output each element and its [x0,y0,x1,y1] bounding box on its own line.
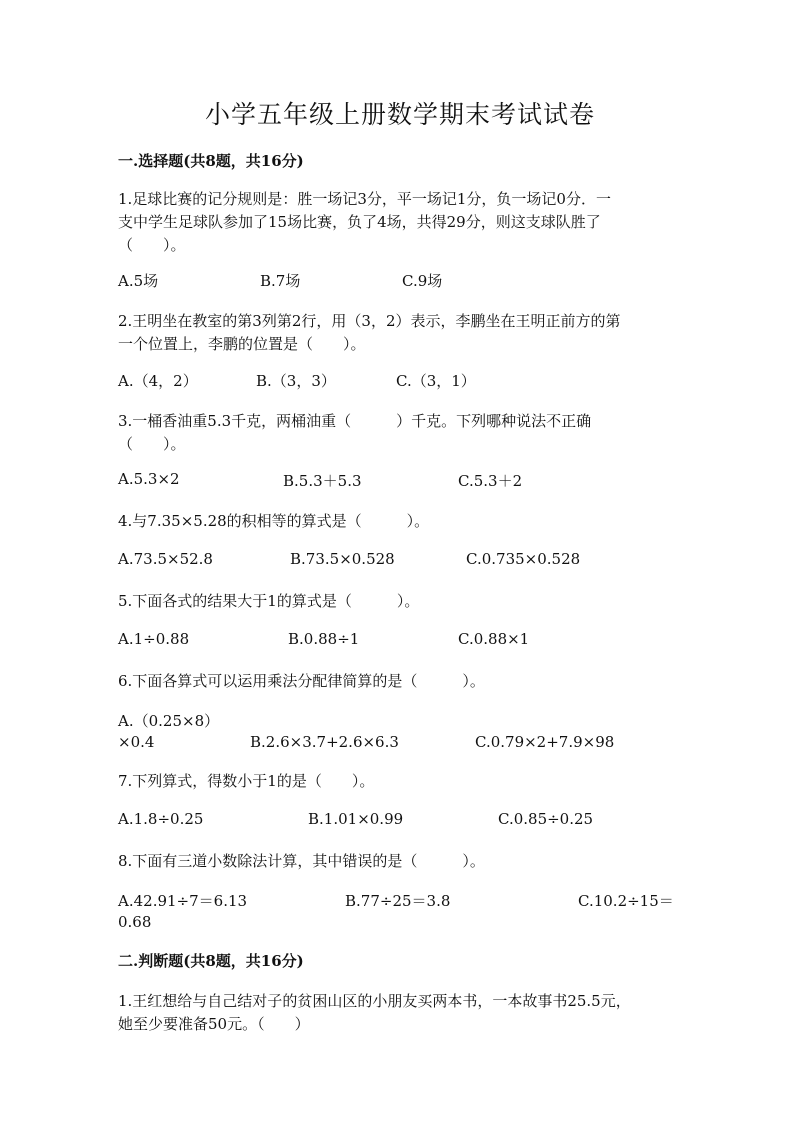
question-1-line-3: （ ）。 [118,236,186,254]
question-8-option-a: A.42.91÷7＝6.13 [118,892,248,910]
tf-question-1-line-1: 1.王红想给与自己结对子的贫困山区的小朋友买两本书，一本故事书25.5元， [118,992,631,1010]
question-1-option-c: C.9场 [402,272,443,290]
question-3-option-b: B.5.3＋5.3 [283,472,362,490]
exam-title: 小学五年级上册数学期末考试试卷 [204,100,595,129]
question-5-line-1: 5.下面各式的结果大于1的算式是（ ）。 [118,592,420,610]
question-3-option-c: C.5.3＋2 [458,472,523,490]
question-4-option-c: C.0.735×0.528 [466,550,581,568]
question-3-line-1: 3.一桶香油重5.3千克，两桶油重（ ）千克。下列哪种说法不正确 [118,412,592,430]
question-1-option-a: A.5场 [118,272,159,290]
question-2-option-b: B.（3，3） [256,372,336,390]
question-2-line-2: 一个位置上，李鹏的位置是（ ）。 [118,335,366,353]
question-3-line-2: （ ）。 [118,435,186,453]
question-5-option-c: C.0.88×1 [458,630,530,648]
question-7-line-1: 7.下列算式，得数小于1的是（ ）。 [118,772,375,790]
tf-question-1-line-2: 她至少要准备50元。（ ） [118,1015,310,1033]
question-6-option-a: A.（0.25×8） [118,712,220,730]
question-7-option-c: C.0.85÷0.25 [498,810,594,828]
question-2-line-1: 2.王明坐在教室的第3列第2行，用（3，2）表示，李鹏坐在王明正前方的第 [118,312,621,330]
question-6-option-b: B.2.6×3.7+2.6×6.3 [250,733,399,751]
question-3-option-a: A.5.3×2 [118,470,180,488]
question-8-option-b: B.77÷25＝3.8 [345,892,451,910]
question-8-option-c: C.10.2÷15＝ [578,892,674,910]
question-5-option-b: B.0.88÷1 [288,630,360,648]
question-7-option-a: A.1.8÷0.25 [118,810,204,828]
question-2-option-c: C.（3，1） [396,372,476,390]
question-8-line-1: 8.下面有三道小数除法计算，其中错误的是（ ）。 [118,852,485,870]
question-4-line-1: 4.与7.35×5.28的积相等的算式是（ ）。 [118,512,430,530]
question-1-line-1: 1.足球比赛的记分规则是：胜一场记3分，平一场记1分，负一场记0分．一 [118,190,611,208]
question-1-line-2: 支中学生足球队参加了15场比赛，负了4场，共得29分，则这支球队胜了 [118,213,601,231]
question-4-option-b: B.73.5×0.528 [290,550,395,568]
question-6-option-c: C.0.79×2+7.9×98 [475,733,615,751]
question-5-option-a: A.1÷0.88 [118,630,190,648]
question-8-option-c-continued: 0.68 [118,913,152,931]
question-2-option-a: A.（4，2） [118,372,198,390]
section-heading-true-false: 二.判断题(共8题，共16分) [118,952,304,970]
section-heading-multiple-choice: 一.选择题(共8题，共16分) [118,152,304,170]
question-4-option-a: A.73.5×52.8 [118,550,213,568]
question-7-option-b: B.1.01×0.99 [308,810,404,828]
question-6-line-1: 6.下面各算式可以运用乘法分配律简算的是（ ）。 [118,672,485,690]
question-1-option-b: B.7场 [260,272,301,290]
question-6-option-a-continued: ×0.4 [118,733,155,751]
